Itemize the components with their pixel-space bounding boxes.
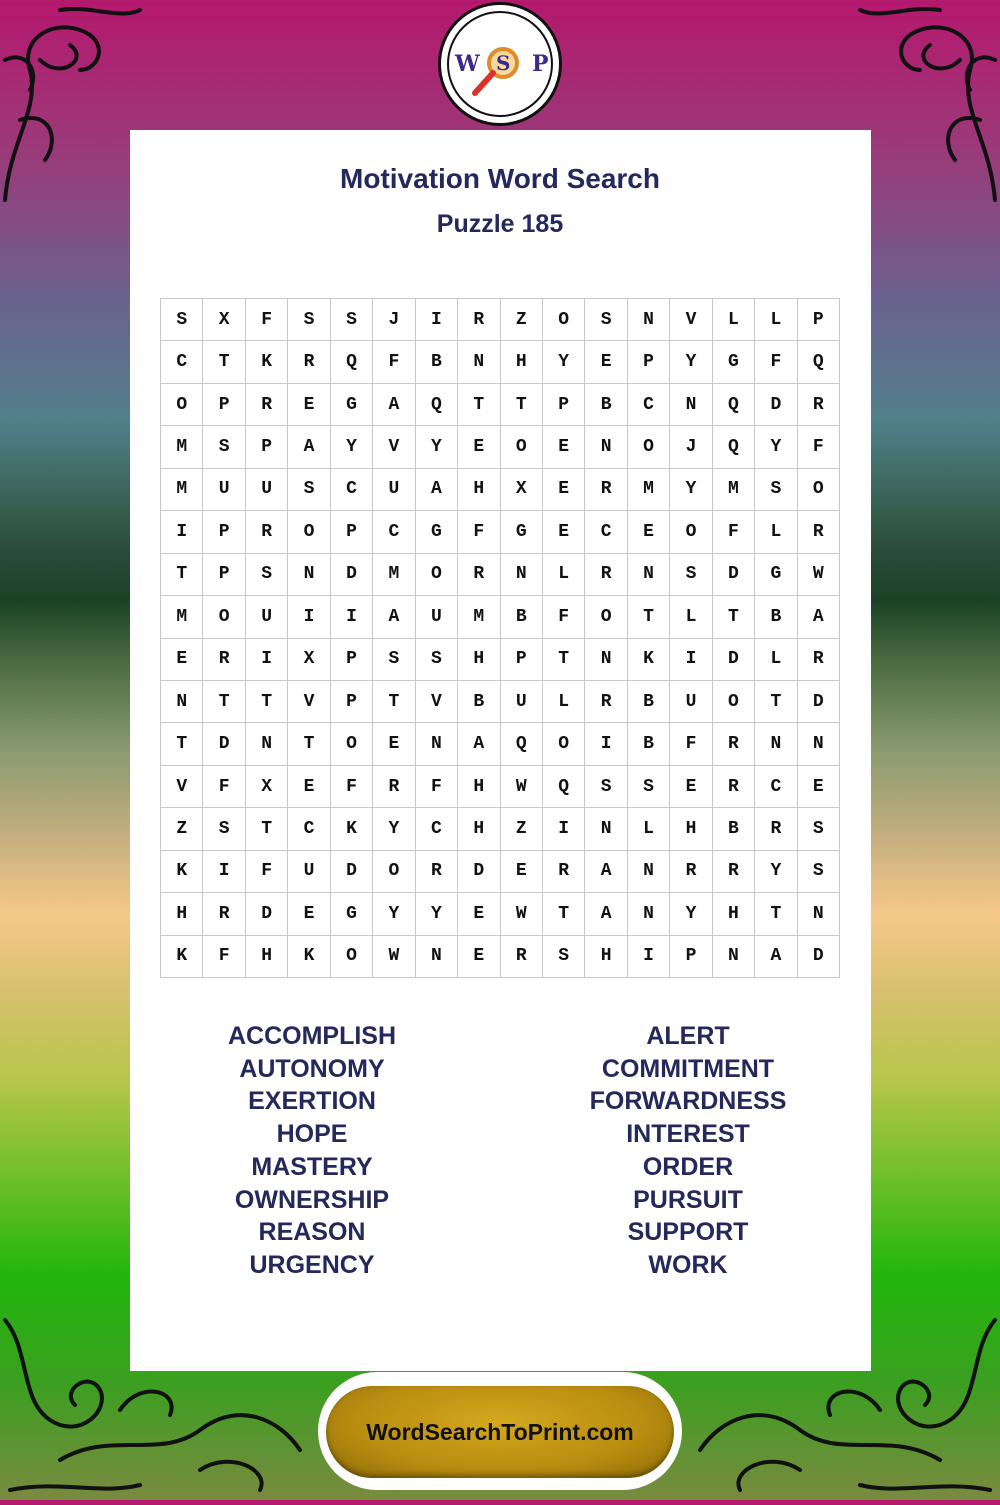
grid-cell[interactable]: M	[161, 596, 203, 638]
grid-cell[interactable]: W	[373, 936, 415, 978]
grid-cell[interactable]: R	[713, 723, 755, 765]
grid-cell[interactable]: X	[501, 469, 543, 511]
puzzle-number: Puzzle 185	[436, 210, 564, 238]
grid-cell[interactable]: Y	[331, 426, 373, 468]
word-item: ACCOMPLISH	[227, 1022, 397, 1050]
grid-cell[interactable]: G	[331, 893, 373, 935]
grid-cell[interactable]: G	[416, 511, 458, 553]
grid-cell[interactable]: S	[798, 808, 840, 850]
grid-cell[interactable]: Q	[798, 341, 840, 383]
grid-cell[interactable]: N	[458, 341, 500, 383]
grid-cell[interactable]: H	[670, 808, 712, 850]
grid-cell[interactable]: S	[798, 851, 840, 893]
grid-cell[interactable]: R	[458, 554, 500, 596]
grid-cell[interactable]: A	[585, 851, 627, 893]
grid-cell[interactable]: M	[458, 596, 500, 638]
grid-cell[interactable]: B	[501, 596, 543, 638]
grid-cell[interactable]: A	[585, 893, 627, 935]
grid-cell[interactable]: T	[203, 681, 245, 723]
grid-cell[interactable]: S	[373, 639, 415, 681]
grid-cell[interactable]: P	[670, 936, 712, 978]
word-item: COMMITMENT	[601, 1054, 775, 1083]
grid-cell[interactable]: V	[161, 766, 203, 808]
grid-cell[interactable]: W	[798, 554, 840, 596]
grid-cell[interactable]: O	[798, 469, 840, 511]
grid-cell[interactable]: T	[161, 723, 203, 765]
grid-cell[interactable]: F	[203, 936, 245, 978]
grid-cell[interactable]: I	[416, 299, 458, 341]
grid-cell[interactable]: H	[161, 893, 203, 935]
grid-cell[interactable]: J	[373, 299, 415, 341]
grid-cell[interactable]: R	[501, 936, 543, 978]
grid-cell[interactable]: S	[203, 808, 245, 850]
grid-cell[interactable]: T	[755, 893, 797, 935]
grid-cell[interactable]: P	[543, 384, 585, 426]
grid-cell[interactable]: S	[670, 554, 712, 596]
grid-cell[interactable]: P	[246, 426, 288, 468]
grid-cell[interactable]: F	[416, 766, 458, 808]
grid-cell[interactable]: Y	[543, 341, 585, 383]
grid-cell[interactable]: P	[331, 639, 373, 681]
grid-cell[interactable]: Q	[713, 384, 755, 426]
grid-cell[interactable]: Q	[713, 426, 755, 468]
grid-cell[interactable]: O	[203, 596, 245, 638]
grid-cell[interactable]: U	[670, 681, 712, 723]
puzzle-title: Motivation Word Search	[340, 163, 660, 194]
site-logo[interactable]	[438, 2, 562, 126]
grid-cell[interactable]: C	[628, 384, 670, 426]
grid-cell[interactable]: U	[203, 469, 245, 511]
grid-cell[interactable]: R	[416, 851, 458, 893]
grid-cell[interactable]: P	[798, 299, 840, 341]
grid-cell[interactable]: U	[501, 681, 543, 723]
grid-cell[interactable]: O	[161, 384, 203, 426]
grid-cell[interactable]: W	[501, 766, 543, 808]
grid-cell[interactable]: N	[585, 639, 627, 681]
grid-cell[interactable]: B	[713, 808, 755, 850]
grid-cell[interactable]: I	[628, 936, 670, 978]
grid-cell[interactable]: L	[670, 596, 712, 638]
grid-cell[interactable]: Y	[373, 808, 415, 850]
grid-cell[interactable]: I	[585, 723, 627, 765]
grid-cell[interactable]: S	[628, 766, 670, 808]
grid-cell[interactable]: H	[585, 936, 627, 978]
grid-cell[interactable]: G	[501, 511, 543, 553]
grid-cell[interactable]: C	[585, 511, 627, 553]
word-item: MASTERY	[251, 1152, 373, 1181]
grid-cell[interactable]: S	[246, 554, 288, 596]
grid-cell[interactable]: R	[458, 299, 500, 341]
grid-cell[interactable]: M	[713, 469, 755, 511]
word-item: AUTONOMY	[239, 1054, 385, 1083]
grid-cell[interactable]: O	[416, 554, 458, 596]
grid-cell[interactable]: O	[501, 426, 543, 468]
grid-cell[interactable]: V	[373, 426, 415, 468]
grid-cell[interactable]: T	[755, 681, 797, 723]
grid-cell[interactable]: G	[331, 384, 373, 426]
grid-cell[interactable]: H	[458, 808, 500, 850]
grid-cell[interactable]: E	[288, 384, 330, 426]
grid-cell[interactable]: R	[543, 851, 585, 893]
grid-cell[interactable]: O	[585, 596, 627, 638]
grid-cell[interactable]: T	[203, 341, 245, 383]
grid-cell[interactable]: A	[798, 596, 840, 638]
grid-cell[interactable]: S	[416, 639, 458, 681]
grid-cell[interactable]: E	[543, 426, 585, 468]
grid-cell[interactable]: M	[628, 469, 670, 511]
grid-cell[interactable]: T	[543, 639, 585, 681]
grid-cell[interactable]: K	[161, 936, 203, 978]
grid-cell[interactable]: S	[585, 766, 627, 808]
grid-cell[interactable]: F	[670, 723, 712, 765]
grid-cell[interactable]: T	[543, 893, 585, 935]
grid-cell[interactable]: X	[288, 639, 330, 681]
grid-cell[interactable]: Y	[416, 426, 458, 468]
grid-cell[interactable]: N	[670, 384, 712, 426]
grid-cell[interactable]: J	[670, 426, 712, 468]
grid-cell[interactable]: I	[161, 511, 203, 553]
grid-cell[interactable]: F	[713, 511, 755, 553]
grid-cell[interactable]: R	[288, 341, 330, 383]
grid-cell[interactable]: H	[458, 469, 500, 511]
grid-cell[interactable]: E	[798, 766, 840, 808]
grid-cell[interactable]: Y	[755, 426, 797, 468]
grid-cell[interactable]: N	[713, 936, 755, 978]
grid-cell[interactable]: S	[203, 426, 245, 468]
grid-cell[interactable]: R	[373, 766, 415, 808]
grid-cell[interactable]: M	[373, 554, 415, 596]
grid-cell[interactable]: U	[246, 469, 288, 511]
grid-cell[interactable]: S	[543, 936, 585, 978]
grid-cell[interactable]: D	[713, 639, 755, 681]
grid-cell[interactable]: Y	[373, 893, 415, 935]
grid-cell[interactable]: H	[501, 341, 543, 383]
word-item: WORK	[648, 1250, 728, 1279]
grid-cell[interactable]: B	[458, 681, 500, 723]
grid-cell[interactable]: C	[416, 808, 458, 850]
grid-cell[interactable]: T	[246, 681, 288, 723]
grid-cell[interactable]: V	[288, 681, 330, 723]
grid-cell[interactable]: N	[585, 426, 627, 468]
grid-cell[interactable]: P	[203, 384, 245, 426]
grid-cell[interactable]: R	[755, 808, 797, 850]
grid-cell[interactable]: B	[585, 384, 627, 426]
word-item: REASON	[258, 1218, 366, 1247]
grid-cell[interactable]: E	[458, 426, 500, 468]
grid-cell[interactable]: V	[416, 681, 458, 723]
grid-cell[interactable]: Z	[161, 808, 203, 850]
grid-cell[interactable]: C	[755, 766, 797, 808]
grid-cell[interactable]: P	[203, 511, 245, 553]
grid-cell[interactable]: Z	[501, 299, 543, 341]
grid-cell[interactable]: V	[670, 299, 712, 341]
grid-cell[interactable]: X	[203, 299, 245, 341]
word-item: ORDER	[642, 1152, 734, 1181]
grid-cell[interactable]: N	[416, 723, 458, 765]
grid-cell[interactable]: O	[670, 511, 712, 553]
word-item: INTEREST	[626, 1120, 750, 1149]
grid-cell[interactable]: I	[331, 596, 373, 638]
grid-cell[interactable]: O	[628, 426, 670, 468]
grid-cell[interactable]: A	[288, 426, 330, 468]
grid-cell[interactable]: A	[458, 723, 500, 765]
grid-cell[interactable]: B	[755, 596, 797, 638]
grid-cell[interactable]: G	[713, 341, 755, 383]
grid-cell[interactable]: Y	[416, 893, 458, 935]
grid-cell[interactable]: D	[246, 893, 288, 935]
grid-cell[interactable]: R	[585, 681, 627, 723]
grid-cell[interactable]: A	[373, 596, 415, 638]
grid-cell[interactable]: E	[288, 766, 330, 808]
grid-cell[interactable]: Y	[670, 469, 712, 511]
grid-cell[interactable]: O	[543, 723, 585, 765]
grid-cell[interactable]: N	[288, 554, 330, 596]
grid-cell[interactable]: Q	[501, 723, 543, 765]
grid-cell[interactable]: R	[203, 639, 245, 681]
grid-cell[interactable]: E	[288, 893, 330, 935]
word-item: PURSUIT	[633, 1185, 743, 1214]
grid-cell[interactable]: N	[628, 299, 670, 341]
grid-cell[interactable]: O	[288, 511, 330, 553]
grid-cell[interactable]: K	[628, 639, 670, 681]
grid-cell[interactable]: F	[246, 851, 288, 893]
grid-cell[interactable]: I	[288, 596, 330, 638]
grid-cell[interactable]: L	[755, 639, 797, 681]
grid-cell[interactable]: U	[288, 851, 330, 893]
grid-cell[interactable]: R	[798, 511, 840, 553]
grid-cell[interactable]: U	[246, 596, 288, 638]
grid-cell[interactable]: N	[628, 851, 670, 893]
grid-cell[interactable]: S	[331, 299, 373, 341]
grid-cell[interactable]: F	[755, 341, 797, 383]
grid-cell[interactable]: T	[246, 808, 288, 850]
grid-cell[interactable]: T	[373, 681, 415, 723]
grid-cell[interactable]: E	[543, 511, 585, 553]
word-item: SUPPORT	[627, 1218, 749, 1247]
footer-badge	[318, 1372, 682, 1490]
grid-cell[interactable]: R	[713, 766, 755, 808]
grid-cell[interactable]: Q	[543, 766, 585, 808]
grid-cell[interactable]: F	[458, 511, 500, 553]
grid-cell[interactable]: T	[628, 596, 670, 638]
grid-cell[interactable]: L	[713, 299, 755, 341]
grid-cell[interactable]: L	[543, 681, 585, 723]
grid-cell[interactable]: F	[543, 596, 585, 638]
grid-cell[interactable]: D	[331, 554, 373, 596]
grid-cell[interactable]: R	[670, 851, 712, 893]
grid-cell[interactable]: P	[331, 681, 373, 723]
grid-cell[interactable]: N	[585, 808, 627, 850]
grid-cell[interactable]: T	[713, 596, 755, 638]
grid-cell[interactable]: F	[798, 426, 840, 468]
grid-cell[interactable]: U	[416, 596, 458, 638]
grid-cell[interactable]: R	[798, 384, 840, 426]
grid-cell[interactable]: N	[798, 893, 840, 935]
grid-cell[interactable]: D	[713, 554, 755, 596]
grid-cell[interactable]: K	[246, 341, 288, 383]
grid-cell[interactable]: E	[628, 511, 670, 553]
grid-cell[interactable]: X	[246, 766, 288, 808]
grid-cell[interactable]: B	[628, 681, 670, 723]
word-list-right	[538, 1020, 838, 1282]
grid-cell[interactable]: G	[755, 554, 797, 596]
grid-cell[interactable]: Y	[670, 341, 712, 383]
grid-cell[interactable]: T	[288, 723, 330, 765]
grid-cell[interactable]: K	[288, 936, 330, 978]
logo-letter-s: S	[496, 51, 511, 75]
grid-cell[interactable]: O	[373, 851, 415, 893]
grid-cell[interactable]: U	[373, 469, 415, 511]
grid-cell[interactable]: N	[755, 723, 797, 765]
grid-cell[interactable]: N	[798, 723, 840, 765]
grid-cell[interactable]: O	[543, 299, 585, 341]
grid-cell[interactable]: E	[501, 851, 543, 893]
grid-cell[interactable]: R	[585, 469, 627, 511]
grid-cell[interactable]: R	[713, 851, 755, 893]
grid-cell[interactable]: E	[373, 723, 415, 765]
word-item: HOPE	[276, 1120, 348, 1149]
grid-cell[interactable]: F	[203, 766, 245, 808]
grid-cell[interactable]: S	[755, 469, 797, 511]
grid-cell[interactable]: L	[628, 808, 670, 850]
word-item: URGENCY	[249, 1250, 375, 1279]
grid-cell[interactable]: C	[288, 808, 330, 850]
grid-cell[interactable]: F	[373, 341, 415, 383]
grid-cell[interactable]: P	[628, 341, 670, 383]
grid-cell[interactable]: N	[246, 723, 288, 765]
logo-letter-p: P	[532, 51, 549, 77]
grid-cell[interactable]: K	[161, 851, 203, 893]
grid-cell[interactable]: E	[458, 893, 500, 935]
grid-cell[interactable]: O	[713, 681, 755, 723]
grid-cell[interactable]: I	[246, 639, 288, 681]
grid-cell[interactable]: D	[755, 384, 797, 426]
grid-cell[interactable]: E	[543, 469, 585, 511]
grid-cell[interactable]: Y	[755, 851, 797, 893]
grid-cell[interactable]: L	[755, 299, 797, 341]
grid-cell[interactable]: N	[501, 554, 543, 596]
grid-cell[interactable]: S	[585, 299, 627, 341]
word-item: EXERTION	[248, 1087, 376, 1116]
grid-cell[interactable]: W	[501, 893, 543, 935]
word-item: FORWARDNESS	[589, 1087, 787, 1116]
grid-cell[interactable]: O	[331, 723, 373, 765]
grid-cell[interactable]: D	[458, 851, 500, 893]
grid-cell[interactable]: P	[331, 511, 373, 553]
grid-cell[interactable]: I	[203, 851, 245, 893]
grid-cell[interactable]: B	[628, 723, 670, 765]
grid-cell[interactable]: R	[203, 893, 245, 935]
grid-cell[interactable]: D	[203, 723, 245, 765]
grid-cell[interactable]: N	[416, 936, 458, 978]
grid-cell[interactable]: C	[331, 469, 373, 511]
word-item: ALERT	[646, 1022, 730, 1050]
grid-cell[interactable]: I	[543, 808, 585, 850]
grid-cell[interactable]: A	[416, 469, 458, 511]
grid-cell[interactable]: R	[798, 639, 840, 681]
grid-cell[interactable]: D	[331, 851, 373, 893]
website-link-button[interactable]: WordSearchToPrint.com	[326, 1386, 674, 1478]
grid-cell[interactable]: E	[585, 341, 627, 383]
grid-cell[interactable]: C	[373, 511, 415, 553]
grid-cell[interactable]: R	[585, 554, 627, 596]
grid-cell[interactable]: F	[246, 299, 288, 341]
grid-cell[interactable]: L	[755, 511, 797, 553]
grid-cell[interactable]: D	[798, 936, 840, 978]
grid-cell[interactable]: A	[373, 384, 415, 426]
grid-cell[interactable]: Q	[331, 341, 373, 383]
grid-cell[interactable]: B	[416, 341, 458, 383]
grid-cell[interactable]: S	[288, 299, 330, 341]
grid-cell[interactable]: M	[161, 469, 203, 511]
grid-cell[interactable]: N	[628, 554, 670, 596]
grid-cell[interactable]: R	[246, 511, 288, 553]
grid-cell[interactable]: E	[670, 766, 712, 808]
grid-cell[interactable]: S	[288, 469, 330, 511]
grid-cell[interactable]: E	[458, 936, 500, 978]
grid-cell[interactable]: D	[798, 681, 840, 723]
grid-cell[interactable]: M	[161, 426, 203, 468]
grid-cell[interactable]: Q	[416, 384, 458, 426]
grid-cell[interactable]: L	[543, 554, 585, 596]
grid-cell[interactable]: A	[755, 936, 797, 978]
grid-cell[interactable]: O	[331, 936, 373, 978]
grid-cell[interactable]: H	[458, 639, 500, 681]
grid-cell[interactable]: Y	[670, 893, 712, 935]
letter-grid	[160, 298, 840, 978]
grid-cell[interactable]: T	[458, 384, 500, 426]
logo-letter-w: W	[455, 51, 480, 77]
grid-cell[interactable]: P	[203, 554, 245, 596]
grid-cell[interactable]: N	[628, 893, 670, 935]
grid-cell[interactable]: K	[331, 808, 373, 850]
grid-cell[interactable]: T	[161, 554, 203, 596]
grid-cell[interactable]: N	[161, 681, 203, 723]
grid-cell[interactable]: F	[331, 766, 373, 808]
word-list-left	[162, 1020, 462, 1282]
grid-cell[interactable]: T	[501, 384, 543, 426]
grid-cell[interactable]: S	[161, 299, 203, 341]
grid-cell[interactable]: H	[246, 936, 288, 978]
grid-cell[interactable]: E	[161, 639, 203, 681]
word-item: OWNERSHIP	[234, 1185, 390, 1214]
grid-cell[interactable]: C	[161, 341, 203, 383]
grid-cell[interactable]: Z	[501, 808, 543, 850]
grid-cell[interactable]: H	[713, 893, 755, 935]
grid-cell[interactable]: I	[670, 639, 712, 681]
grid-cell[interactable]: P	[501, 639, 543, 681]
grid-cell[interactable]: R	[246, 384, 288, 426]
grid-cell[interactable]: H	[458, 766, 500, 808]
